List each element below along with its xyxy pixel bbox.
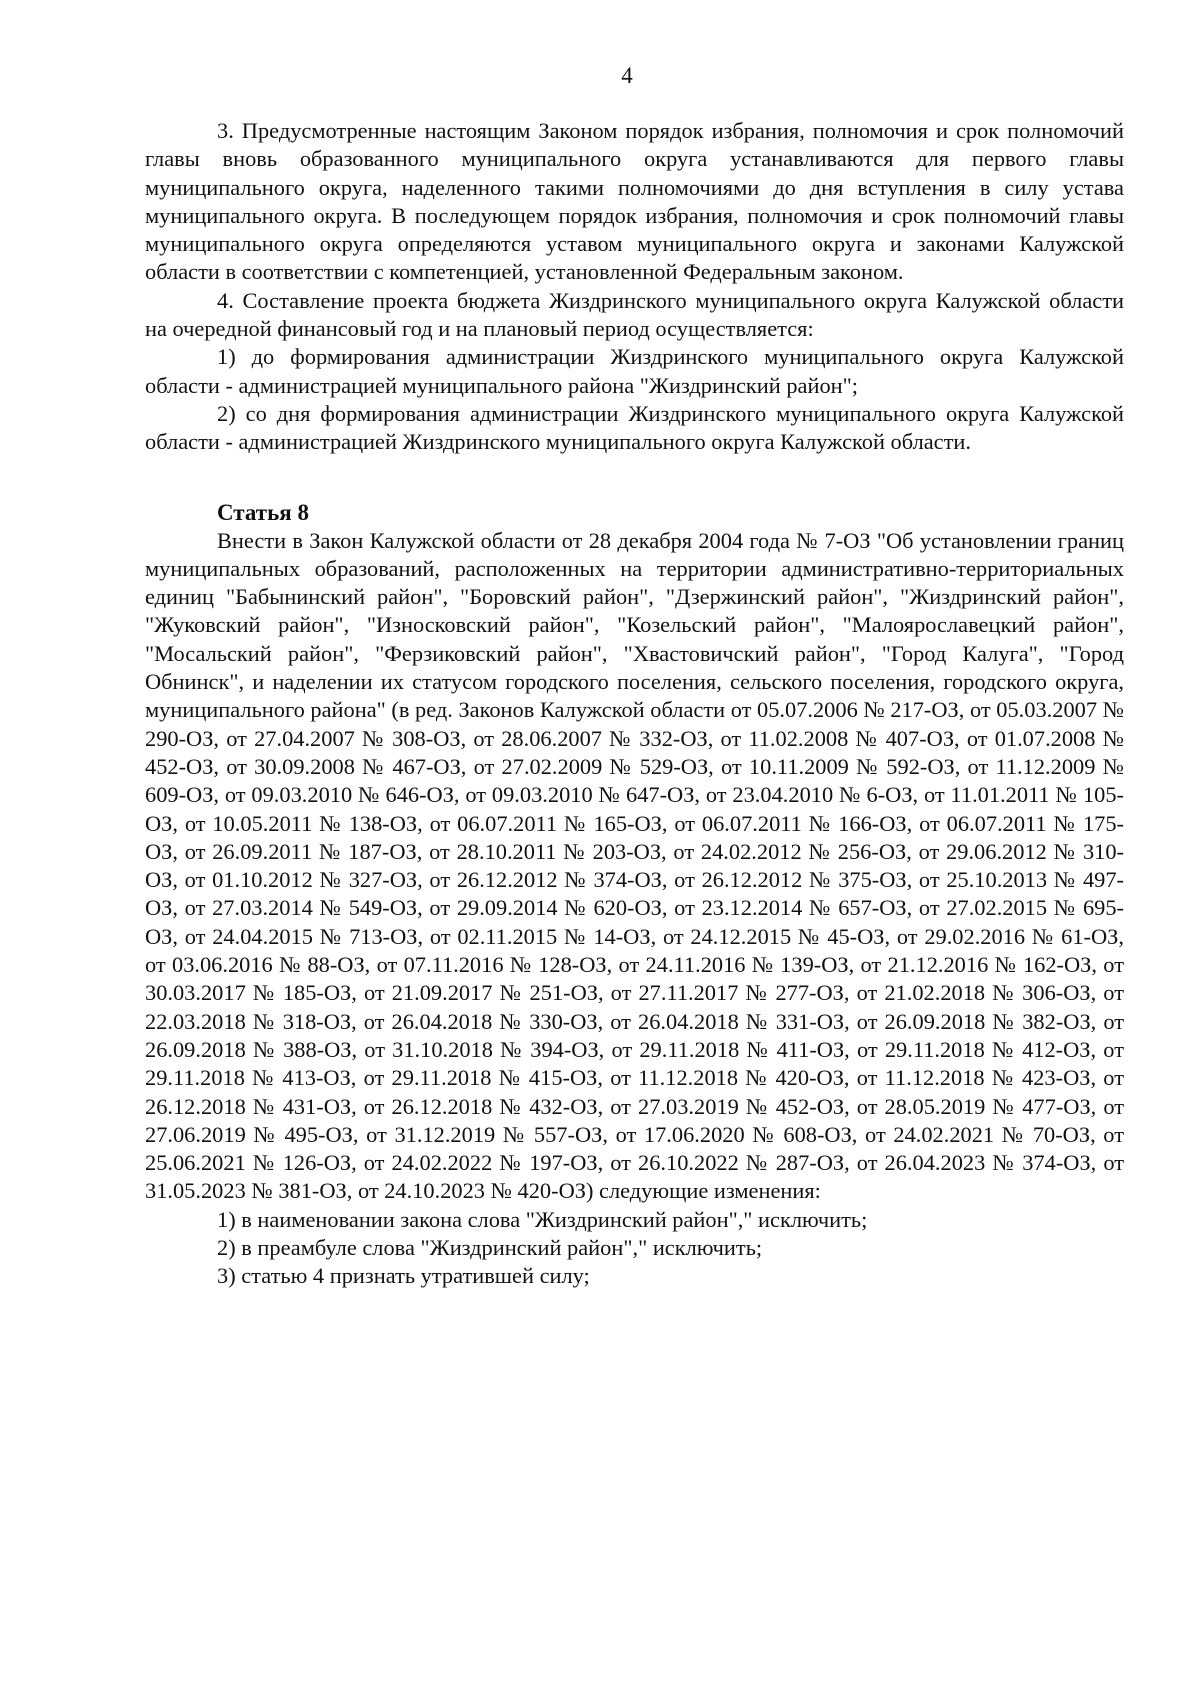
amendment-item-1: 1) в наименовании закона слова "Жиздринский район"," исключить; [217,1206,868,1232]
page-number: 4 [621,63,633,88]
document-body [145,117,1124,1291]
paragraph-3-election-procedure: 3. Предусмотренные настоящим Законом порядок избрания, полномочия и срок полномочий главы вновь образованного муниципального округа устанавливаются для первого главы муниципального округа, наделенного такими полномочиями до дня вступления в силу устава муниципального округа. В последующем порядок избрания, полномочия и срок полномочий главы муниципального округа определяются уставом муниципального округа и законами Калужской области в соответствии с компетенцией, установленной Федеральным законом. [145,118,1124,285]
article-8-amendment-paragraph: Внести в Закон Калужской области от 28 декабря 2004 года № 7-ОЗ "Об установлении границ муниципальных образований, расположенных на территории административно-территориальных единиц "Бабынинский район", "Боровский район", "Дзержинский район", "Жиздринский район", "Жуковский район", "Износковский район", "Козельский район", "Малоярославецкий район", "Мосальский район", "Ферзиковский район", "Хвастовичский район", "Город Калуга", "Город Обнинск", и наделении их статусом городского поселения, сельского поселения, городского округа, муниципального района" (в ред. Законов Калужской области от 05.07.2006 № 217-ОЗ, от 05.03.2007 № 290-ОЗ, от 27.04.2007 № 308-ОЗ, от 28.06.2007 № 332-ОЗ, от 11.02.2008 № 407-ОЗ, от 01.07.2008 № 452-ОЗ, от 30.09.2008 № 467-ОЗ, от 27.02.2009 № 529-ОЗ, от 10.11.2009 № 592-ОЗ, от 11.12.2009 № 609-ОЗ, от 09.03.2010 № 646-ОЗ, от 09.03.2010 № 647-ОЗ, от 23.04.2010 № 6-ОЗ, от 11.01.2011 № 105-ОЗ, от 10.05.2011 № 138-ОЗ, от 06.07.2011 № 165-ОЗ, от 06.07.2011 № 166-ОЗ, от 06.07.2011 № 175-ОЗ, от 26.09.2011 № 187-ОЗ, от 28.10.2011 № 203-ОЗ, от 24.02.2012 № 256-ОЗ, от 29.06.2012 № 310-ОЗ, от 01.10.2012 № 327-ОЗ, от 26.12.2012 № 374-ОЗ, от 26.12.2012 № 375-ОЗ, от 25.10.2013 № 497-ОЗ, от 27.03.2014 № 549-ОЗ, от 29.09.2014 № 620-ОЗ, от 23.12.2014 № 657-ОЗ, от 27.02.2015 № 695-ОЗ, от 24.04.2015 № 713-ОЗ, от 02.11.2015 № 14-ОЗ, от 24.12.2015 № 45-ОЗ, от 29.02.2016 № 61-ОЗ, от 03.06.2016 № 88-ОЗ, от 07.11.2016 № 128-ОЗ, от 24.11.2016 № 139-ОЗ, от 21.12.2016 № 162-ОЗ, от 30.03.2017 № 185-ОЗ, от 21.09.2017 № 251-ОЗ, от 27.11.2017 № 277-ОЗ, от 21.02.2018 № 306-ОЗ, от 22.03.2018 № 318-ОЗ, от 26.04.2018 № 330-ОЗ, от 26.04.2018 № 331-ОЗ, от 26.09.2018 № 382-ОЗ, от 26.09.2018 № 388-ОЗ, от 31.10.2018 № 394-ОЗ, от 29.11.2018 № 411-ОЗ, от 29.11.2018 № 412-ОЗ, от 29.11.2018 № 413-ОЗ, от 29.11.2018 № 415-ОЗ, от 11.12.2018 № 420-ОЗ, от 11.12.2018 № 423-ОЗ, от 26.12.2018 № 431-ОЗ, от 26.12.2018 № 432-ОЗ, от 27.03.2019 № 452-ОЗ, от 28.05.2019 № 477-ОЗ, от 27.06.2019 № 495-ОЗ, от 31.12.2019 № 557-ОЗ, от 17.06.2020 № 608-ОЗ, от 24.02.2021 № 70-ОЗ, от 25.06.2021 № 126-ОЗ, от 24.02.2022 № 197-ОЗ, от 26.10.2022 № 287-ОЗ, от 26.04.2023 № 374-ОЗ, от 31.05.2023 № 381-ОЗ, от 24.10.2023 № 420-ОЗ) следующие изменения: [145,527,1124,1204]
article-8-heading: Статья 8 [217,499,309,525]
list-item-1-before-administration: 1) до формирования администрации Жиздринского муниципального округа Калужской области - администрацией муниципального района "Жиздринский район"; [145,344,1124,398]
amendment-item-2: 2) в преамбуле слова "Жиздринский район"," исключить; [217,1234,763,1260]
amendment-item-3: 3) статью 4 признать утратившей силу; [217,1263,590,1289]
paragraph-4-budget-drafting: 4. Составление проекта бюджета Жиздринского муниципального округа Калужской области на очередной финансовый год и на плановый период осуществляется: [145,287,1124,342]
list-item-2-after-administration: 2) со дня формирования администрации Жиздринского муниципального округа Калужской области - администрацией Жиздринского муниципального округа Калужской области. [145,400,1124,455]
